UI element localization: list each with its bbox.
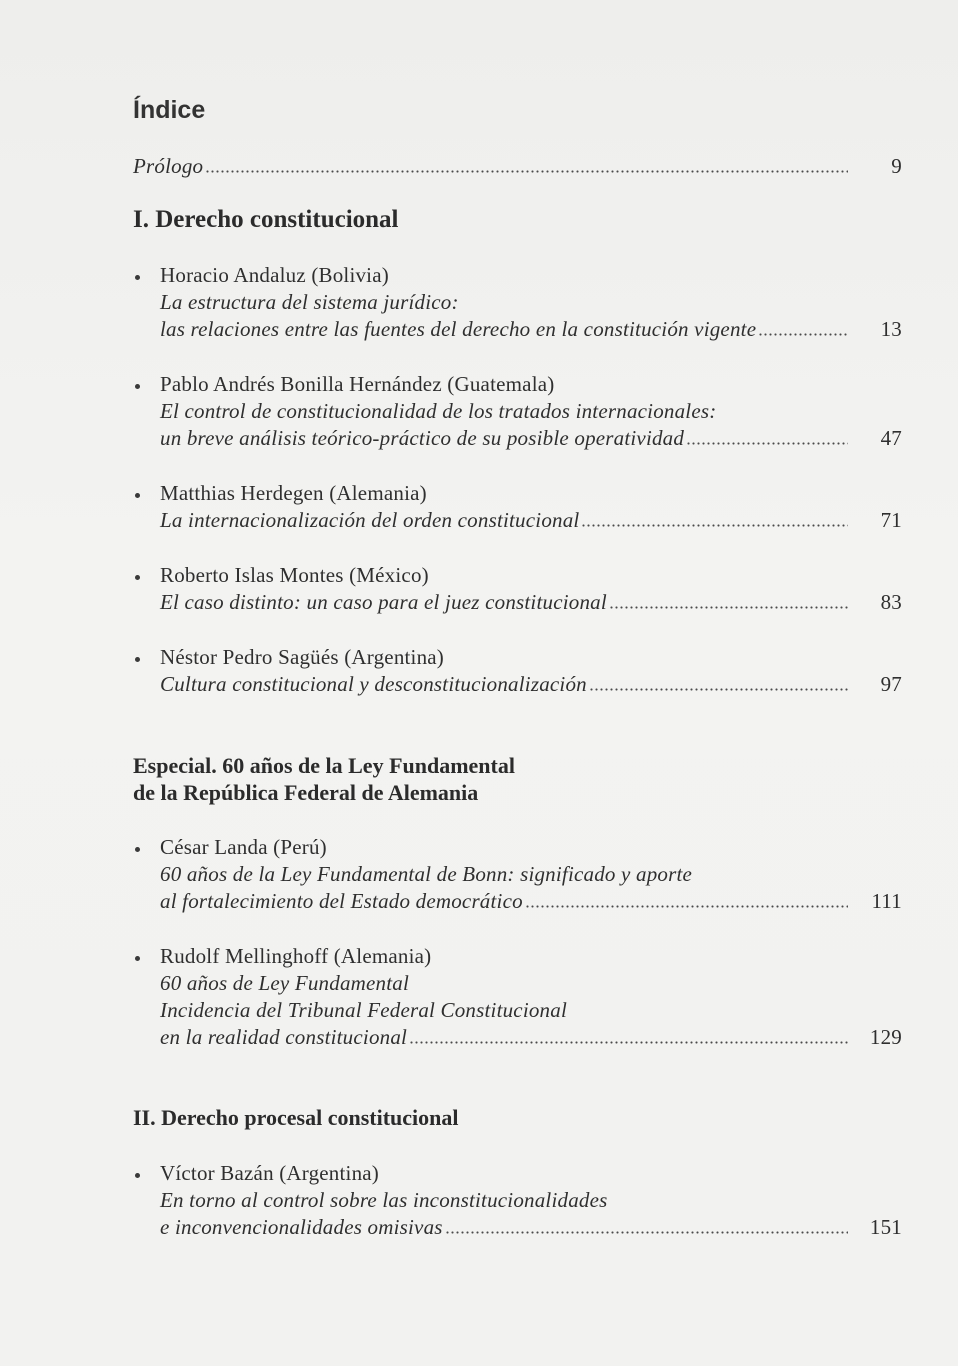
- dot-leader: [759, 333, 848, 336]
- entry-title-line: [160, 888, 902, 915]
- entry-title-line: El control de constitucionalidad de los tratados internacionales:: [160, 399, 717, 423]
- entry-author: Roberto Islas Montes (México): [160, 563, 429, 587]
- section-heading-line: Especial. 60 años de la Ley Fundamental: [133, 753, 515, 778]
- entry-title-line: [160, 507, 902, 534]
- page-number: 13: [880, 317, 902, 341]
- entry-title-line: La estructura del sistema jurídico:: [160, 290, 459, 314]
- page-number: 47: [880, 426, 902, 450]
- section-heading: [133, 752, 902, 806]
- entry-title-line: 60 años de la Ley Fundamental de Bonn: significado y aporte: [160, 862, 693, 886]
- page-number: 111: [871, 889, 902, 913]
- dot-leader: [446, 1231, 848, 1234]
- entry-title-line: [160, 425, 902, 452]
- entry-title-line: 60 años de Ley Fundamental: [160, 971, 409, 995]
- dot-leader: [410, 1041, 848, 1044]
- bullet-icon: [135, 847, 140, 852]
- entry-title-line: [160, 1024, 902, 1051]
- entry-title: un breve análisis teórico-práctico de su posible operatividad: [160, 426, 685, 450]
- entry-title-line: [160, 589, 902, 616]
- section-heading-line: de la República Federal de Alemania: [133, 780, 479, 805]
- entry-title: en la realidad constitucional: [160, 1025, 408, 1049]
- entry-title: Cultura constitucional y desconstitucionalización: [160, 672, 587, 696]
- page-number: 97: [880, 672, 902, 696]
- dot-leader: [590, 688, 848, 691]
- entry-title: las relaciones entre las fuentes del derecho en la constitución vigente: [160, 317, 757, 341]
- dot-leader: [582, 524, 848, 527]
- toc-entry: [133, 834, 902, 915]
- entry-author: Horacio Andaluz (Bolivia): [160, 263, 389, 287]
- entry-author: Víctor Bazán (Argentina): [160, 1161, 379, 1185]
- entry-author: Néstor Pedro Sagüés (Argentina): [160, 645, 444, 669]
- dot-leader: [206, 170, 848, 173]
- entry-author: Rudolf Mellinghoff (Alemania): [160, 944, 432, 968]
- bullet-icon: [135, 493, 140, 498]
- toc-entry: [133, 480, 902, 534]
- dot-leader: [526, 905, 848, 908]
- entry-author: Pablo Andrés Bonilla Hernández (Guatemala): [160, 372, 555, 396]
- bullet-icon: [135, 657, 140, 662]
- bullet-icon: [135, 384, 140, 389]
- toc-entry: [133, 371, 902, 452]
- page-number: 9: [891, 154, 902, 178]
- toc-entry: [133, 943, 902, 1051]
- entry-author: César Landa (Perú): [160, 835, 327, 859]
- entry-title-line: [160, 1214, 902, 1241]
- bullet-icon: [135, 275, 140, 280]
- entry-title-line: Incidencia del Tribunal Federal Constitucional: [160, 998, 567, 1022]
- dot-leader: [610, 606, 848, 609]
- entry-title-line: [160, 671, 902, 698]
- table-of-contents: [133, 95, 902, 1241]
- toc-entry: [133, 1160, 902, 1241]
- toc-entry: [133, 644, 902, 698]
- page-number: 71: [880, 508, 902, 532]
- entry-title: La internacionalización del orden constitucional: [160, 508, 580, 532]
- toc-entry: [133, 262, 902, 343]
- prologue-label: Prólogo: [133, 154, 204, 178]
- section-heading: I. Derecho constitucional: [133, 206, 399, 233]
- prologue-entry: [133, 153, 902, 180]
- bullet-icon: [135, 956, 140, 961]
- page-number: 129: [869, 1025, 902, 1049]
- bullet-icon: [135, 575, 140, 580]
- dot-leader: [687, 442, 848, 445]
- entry-author: Matthias Herdegen (Alemania): [160, 481, 427, 505]
- entry-title-line: [160, 316, 902, 343]
- page-title: Índice: [133, 96, 206, 124]
- page-number: 83: [880, 590, 902, 614]
- page-number: 151: [869, 1215, 902, 1239]
- section-heading: II. Derecho procesal constitucional: [133, 1105, 459, 1130]
- toc-entry: [133, 562, 902, 616]
- entry-title: e inconvencionalidades omisivas: [160, 1215, 443, 1239]
- entry-title: El caso distinto: un caso para el juez constitucional: [160, 590, 607, 614]
- entry-title: al fortalecimiento del Estado democrático: [160, 889, 523, 913]
- entry-title-line: En torno al control sobre las inconstitucionalidades: [160, 1188, 608, 1212]
- bullet-icon: [135, 1173, 140, 1178]
